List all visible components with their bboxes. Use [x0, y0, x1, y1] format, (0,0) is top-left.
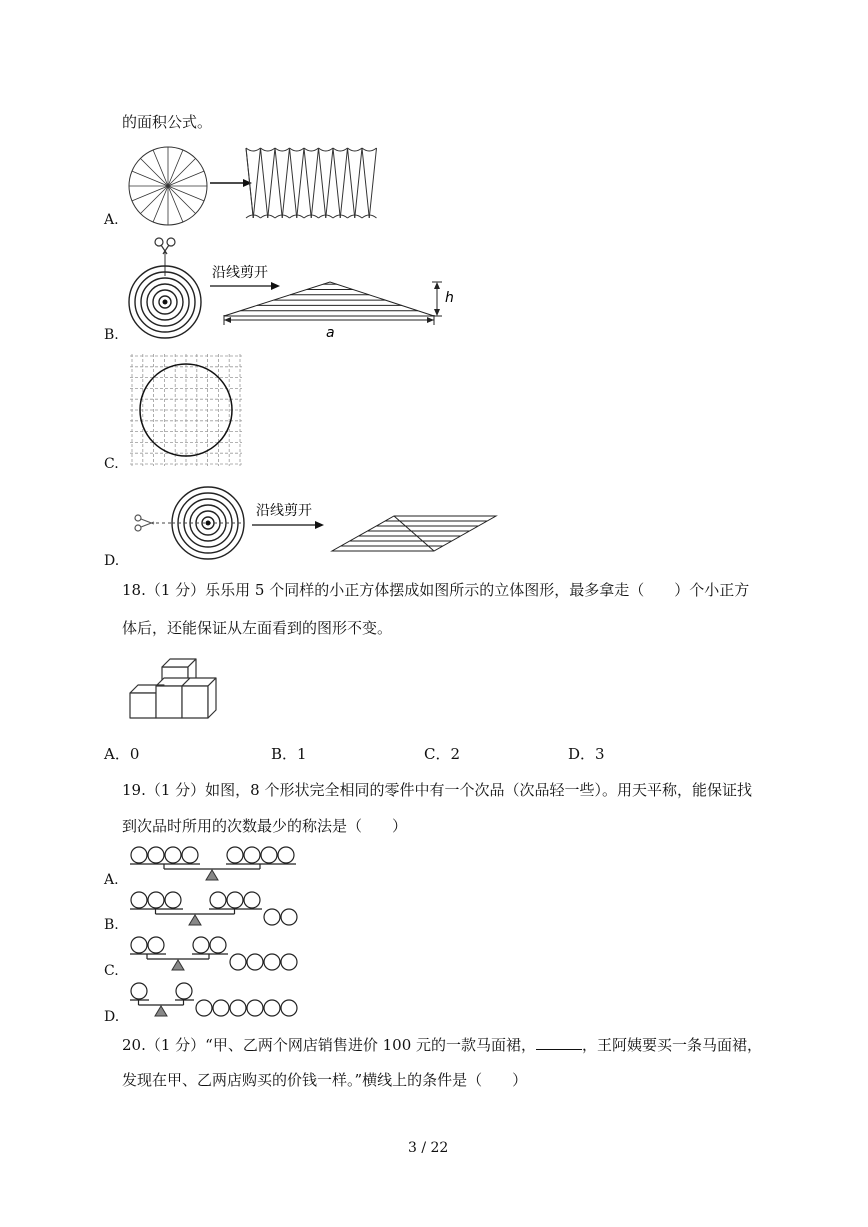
q17-option-c-figure — [130, 354, 242, 466]
q20-question-line2: 发现在甲、乙两店购买的价钱一样。”横线上的条件是（ ） — [122, 1071, 528, 1089]
q17-option-d-figure — [132, 488, 502, 558]
q17-d-cut-text: 沿线剪开 — [256, 503, 312, 519]
q19-option-c-label[interactable]: C. — [104, 963, 119, 979]
scissors-icon — [155, 238, 175, 254]
q20-blank — [536, 1035, 582, 1050]
q17-option-b-label[interactable]: B. — [104, 327, 119, 343]
q19-option-a-label[interactable]: A. — [104, 872, 119, 888]
q18-option-a[interactable]: A．0 — [104, 745, 140, 763]
q19-option-d-label[interactable]: D. — [104, 1009, 120, 1025]
q19-option-b-balance — [128, 889, 328, 929]
q18-option-b[interactable]: B．1 — [271, 745, 307, 763]
q17-option-c-label[interactable]: C. — [104, 456, 119, 472]
intro-tail-text: 的面积公式。 — [122, 113, 213, 131]
q17-option-b-figure — [126, 234, 466, 344]
q19-option-d-balance — [128, 980, 328, 1020]
q19-question-line1: 19.（1 分）如图，8 个形状完全相同的零件中有一个次品（次品轻一些）。用天平称，能保证找 — [122, 781, 752, 799]
q19-option-a-balance — [128, 844, 328, 884]
q20-question-line1: 20.（1 分）“甲、乙两个网店销售进价 100 元的一款马面裙， ，王阿姨要买一条马面裙， — [122, 1036, 763, 1054]
q17-b-base-label: a — [326, 325, 335, 341]
q18-option-c[interactable]: C．2 — [424, 745, 461, 763]
q19-option-c-balance — [128, 934, 328, 974]
scissors-icon — [135, 515, 154, 531]
q19-option-b-label[interactable]: B. — [104, 917, 119, 933]
page-number: 3 / 22 — [408, 1140, 449, 1156]
q17-option-a-label[interactable]: A. — [104, 212, 119, 228]
q18-cube-figure — [126, 656, 218, 722]
q17-b-height-label: h — [445, 290, 454, 306]
q17-option-d-label[interactable]: D. — [104, 553, 120, 569]
q17-b-cut-text: 沿线剪开 — [212, 265, 268, 281]
q18-question-line1: 18.（1 分）乐乐用 5 个同样的小正方体摆成如图所示的立体图形，最多拿走（ ）个小正方 — [122, 581, 750, 599]
q18-option-d[interactable]: D．3 — [568, 745, 605, 763]
q17-option-a-figure — [128, 146, 388, 226]
q18-question-line2: 体后，还能保证从左面看到的图形不变。 — [122, 619, 393, 637]
q19-question-line2: 到次品时所用的次数最少的称法是（ ） — [122, 817, 408, 835]
